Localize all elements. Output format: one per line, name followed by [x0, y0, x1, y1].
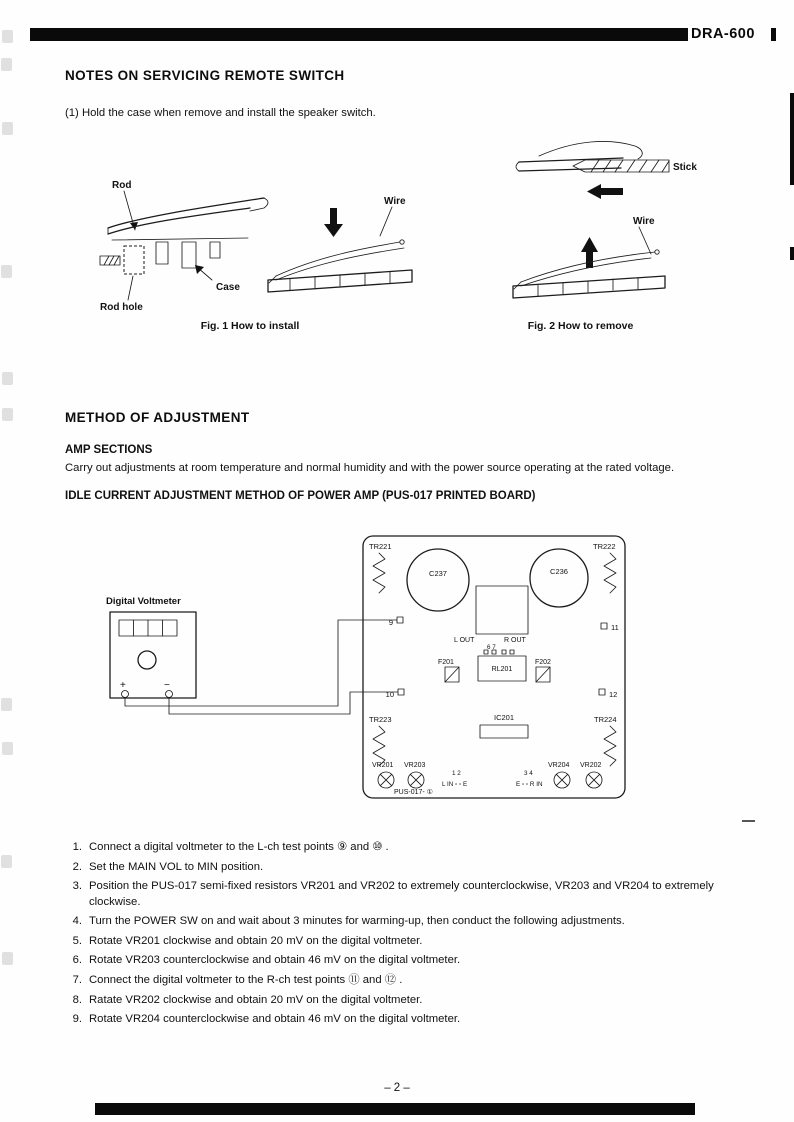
- left-channel-pins: 1 2: [452, 770, 461, 777]
- rod-hole-leader: [128, 276, 133, 300]
- adjustment-steps-list: [62, 840, 738, 1032]
- tp9-label: 9: [388, 618, 393, 627]
- wire-label: Wire: [633, 216, 655, 227]
- c236-capacitor: [530, 549, 588, 607]
- step-text: Rotate VR204 counterclockwise and obtain 46 mV on the digital voltmeter.: [89, 1013, 461, 1026]
- f201-label: F201: [438, 659, 454, 666]
- scan-artifact: [1, 58, 12, 71]
- tp12-pad: [599, 689, 605, 695]
- rl201-label: RL201: [491, 666, 513, 673]
- scan-artifact: [2, 742, 13, 755]
- c237-capacitor: [407, 549, 469, 611]
- fig2-remove-stick-drawing: [505, 132, 700, 212]
- tr224-art: [604, 726, 616, 766]
- vr201-trimmer: [378, 772, 394, 788]
- idle-current-heading: IDLE CURRENT ADJUSTMENT METHOD OF POWER AMP (PUS-017 PRINTED BOARD): [65, 490, 536, 502]
- vr204-trimmer: [554, 772, 570, 788]
- tp11-pad: [601, 623, 607, 629]
- scan-artifact: [2, 952, 13, 965]
- tr221-label: TR221: [369, 542, 392, 551]
- down-arrow-icon: [324, 208, 343, 237]
- step-text: Ratate VR202 clockwise and obtain 20 mV on the digital voltmeter.: [89, 993, 423, 1006]
- edge-registration-line: [790, 93, 794, 185]
- wire-leader: [380, 207, 392, 236]
- voltmeter-label: Digital Voltmeter: [106, 596, 181, 607]
- step-text: Rotate VR203 counterclockwise and obtain 46 mV on the digital voltmeter.: [89, 954, 461, 967]
- step-number: 6.: [72, 954, 82, 967]
- rod-label: Rod: [112, 180, 132, 191]
- step-number: 4.: [72, 915, 82, 928]
- tp10-pad: [398, 689, 404, 695]
- vr201-label: VR201: [372, 762, 394, 769]
- r-out-label: R OUT: [504, 637, 526, 644]
- tp9-pad: [397, 617, 403, 623]
- scan-artifact: [2, 372, 13, 385]
- rod-art: [108, 198, 268, 234]
- registration-mark: [771, 28, 776, 41]
- f202-fuse-art: [536, 667, 550, 682]
- step-7: [62, 973, 738, 989]
- ic201-chip: [480, 725, 528, 738]
- l-out-label: L OUT: [454, 637, 475, 644]
- vr202-trimmer: [586, 772, 602, 788]
- stick-art: [573, 160, 669, 172]
- wire-leader: [639, 227, 651, 254]
- stick-label: Stick: [673, 162, 697, 173]
- vr203-label: VR203: [404, 762, 426, 769]
- pus017-board-label: PUS-017- ①: [394, 789, 433, 796]
- tp11-label: 11: [611, 623, 619, 632]
- step-6: [62, 953, 738, 969]
- scan-artifact: [1, 265, 12, 278]
- page-number: – 2 –: [384, 1082, 410, 1094]
- case-art: [100, 238, 248, 274]
- tr223-label: TR223: [369, 715, 392, 724]
- rod-hole-dashed-box: [124, 246, 144, 274]
- tp12-label: 12: [609, 690, 618, 699]
- switch-base-art: [268, 240, 412, 292]
- step-number: 5.: [72, 934, 82, 947]
- amp-sections-heading: AMP SECTIONS: [65, 444, 153, 456]
- rod-hole-label: Rod hole: [100, 302, 143, 313]
- left-channel-silk: L IN ▫ ▫ E: [442, 781, 468, 788]
- scan-artifact: [2, 30, 13, 43]
- center-component: [476, 586, 528, 634]
- step-text: Rotate VR201 clockwise and obtain 20 mV on the digital voltmeter.: [89, 934, 423, 947]
- tr221-art: [373, 553, 385, 593]
- step-text: Turn the POWER SW on and wait about 3 minutes for warming-up, then conduct the following adjustments.: [89, 915, 625, 928]
- bottom-rule: [95, 1103, 695, 1115]
- step-number: 9.: [72, 1013, 82, 1026]
- step-number: 3.: [72, 880, 82, 893]
- vr202-label: VR202: [580, 762, 602, 769]
- scan-artifact: [2, 408, 13, 421]
- section-title-method: METHOD OF ADJUSTMENT: [65, 410, 250, 425]
- model-number: DRA-600: [691, 26, 755, 42]
- step-text: Connect the digital voltmeter to the R-ch test points ⑪ and ⑫ .: [89, 974, 403, 987]
- step-4: [62, 914, 738, 930]
- ic201-label: IC201: [493, 713, 515, 722]
- step-2: [62, 860, 738, 876]
- step-text: Connect a digital voltmeter to the L-ch test points ⑨ and ⑩ .: [89, 841, 389, 853]
- left-arrow-icon: [587, 184, 623, 199]
- amp-sections-body: Carry out adjustments at room temperature and normal humidity and with the power source operating at the rated voltage.: [65, 462, 675, 474]
- scan-artifact: [2, 122, 13, 135]
- tr222-label: TR222: [593, 542, 616, 551]
- step-number: 8.: [72, 993, 82, 1006]
- vr204-label: VR204: [548, 762, 570, 769]
- step-5: [62, 934, 738, 950]
- test-lead-wires: [125, 620, 398, 714]
- fig1-caption: Fig. 1 How to install: [200, 320, 300, 332]
- step-9: [62, 1012, 738, 1028]
- tp10-label: 10: [385, 690, 394, 699]
- top-rule: [30, 28, 688, 41]
- step-number: 7.: [72, 974, 82, 987]
- fig1-install-case-drawing: [98, 172, 283, 317]
- scan-artifact: [1, 698, 12, 711]
- fig2-remove-wire-drawing: [503, 212, 688, 312]
- edge-registration-mark: [790, 247, 794, 260]
- step-number: 1.: [72, 841, 82, 853]
- step-8: [62, 993, 738, 1009]
- section-title-notes: NOTES ON SERVICING REMOTE SWITCH: [65, 68, 345, 83]
- tr222-art: [604, 553, 616, 593]
- c236-label: C236: [550, 567, 568, 576]
- notes-item-1: (1) Hold the case when remove and install the speaker switch.: [65, 107, 376, 119]
- wire-label: Wire: [384, 196, 406, 207]
- step-1: [62, 840, 738, 856]
- c237-label: C237: [429, 569, 447, 578]
- fig2-caption: Fig. 2 How to remove: [527, 320, 634, 332]
- rod-leader-line: [124, 191, 138, 230]
- minus-terminal-label: −: [164, 680, 170, 691]
- step-text: Set the MAIN VOL to MIN position.: [89, 860, 264, 873]
- plus-terminal-label: +: [120, 680, 126, 691]
- step-text: Position the PUS-017 semi-fixed resistors VR201 and VR202 to extremely counterclockwise, VR203 and VR204 to extremely clockwise.: [89, 880, 714, 908]
- margin-dash: [742, 820, 755, 822]
- case-leader-arrow: [195, 265, 212, 280]
- step-number: 2.: [72, 860, 82, 873]
- f202-label: F202: [535, 659, 551, 666]
- tr223-art: [373, 726, 385, 766]
- scan-artifact: [1, 855, 12, 868]
- switch-rod-art: [516, 141, 642, 171]
- tr224-label: TR224: [594, 715, 617, 724]
- right-channel-silk: E ▫ ▫ R IN: [516, 781, 543, 788]
- right-channel-pins: 3 4: [524, 770, 533, 777]
- case-label: Case: [216, 282, 240, 293]
- pin-numbers: 6 7: [487, 644, 496, 651]
- step-3: [62, 879, 738, 910]
- pus017-board-diagram: [98, 528, 650, 808]
- vr203-trimmer: [408, 772, 424, 788]
- f201-fuse-art: [445, 667, 459, 682]
- fig1-install-wire-drawing: [260, 192, 425, 304]
